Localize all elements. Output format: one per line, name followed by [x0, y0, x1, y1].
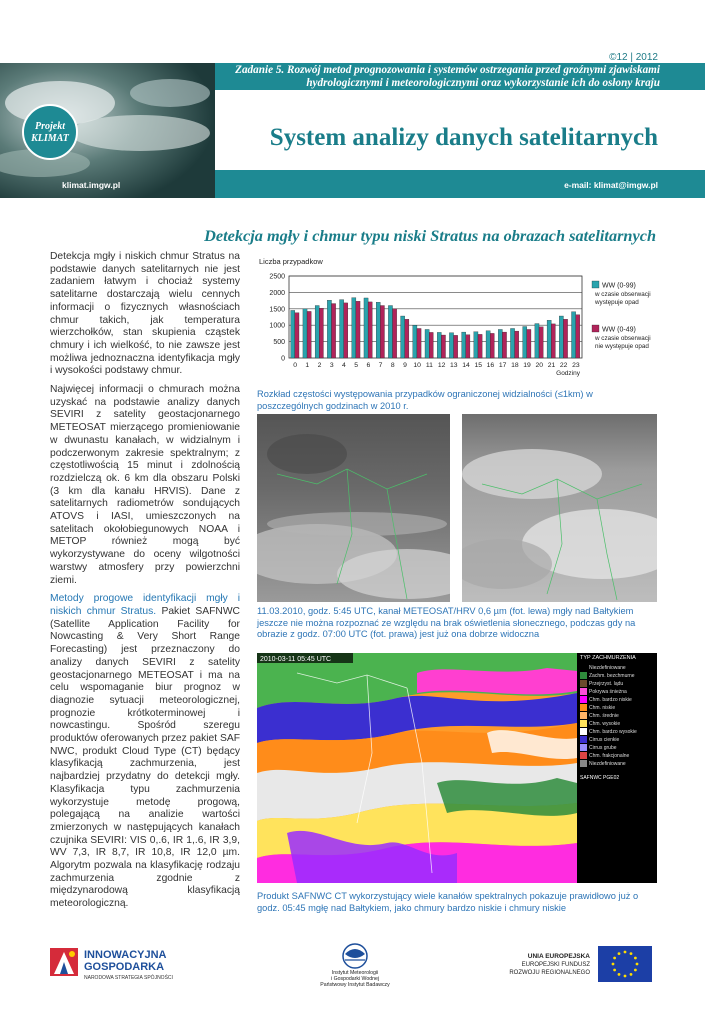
- legend-row: [580, 680, 654, 687]
- eu-star-icon: [630, 973, 633, 976]
- legend-label: Niezdefiniowane: [589, 664, 626, 671]
- chart-bar: [462, 332, 466, 358]
- chart-bar: [490, 333, 494, 358]
- legend-swatch: [580, 736, 587, 743]
- chart-xtick-label: 3: [329, 362, 334, 369]
- chart-xtick-label: 13: [450, 362, 458, 369]
- legend-row: [580, 664, 654, 671]
- chart-bar: [327, 300, 331, 358]
- chart-bar: [474, 332, 478, 358]
- chart-bar: [388, 306, 392, 358]
- section-title: Detekcja mgły i chmur typu niski Stratus na obrazach satelitarnych: [204, 226, 656, 245]
- ct-caption: Produkt SAFNWC CT wykorzystujący wiele kanałów spektralnych pokazuje prawidłowo już o godz. 05:45 mgłę nad Bałtykiem, jako chmury bardzo niskie i chmury niskie: [257, 891, 639, 913]
- chart-bar: [515, 331, 519, 358]
- chart-legend-swatch: [592, 281, 599, 288]
- chart-bar: [393, 309, 397, 358]
- cloud-type-legend: [577, 653, 657, 883]
- eu-star-icon: [634, 969, 637, 972]
- legend-row: [580, 752, 654, 759]
- chart-bar: [319, 308, 323, 358]
- imgw-line2: i Gospodarki Wodnej: [330, 976, 380, 982]
- chart-bar: [478, 334, 482, 358]
- legend-swatch: [580, 752, 587, 759]
- issue-number: ©12 | 2012: [609, 52, 658, 63]
- legend-row: [580, 688, 654, 695]
- task-title-line1: Zadanie 5. Rozwój metod prognozowania i systemów ostrzegania przed groźnymi zjawiskami: [235, 64, 660, 76]
- projekt-klimat-badge: [22, 104, 78, 160]
- legend-row: [580, 704, 654, 711]
- chart-xtick-label: 8: [390, 362, 395, 369]
- chart-bar: [315, 306, 319, 358]
- hrv-caption: 11.03.2010, godz. 5:45 UTC, kanał METEOSAT/HRV 0,6 µm (fot. lewa) mgły nad Bałtykiem jeszcze nie można rozpoznać ze względu na brak oświetlenia słonecznego, podczas gdy na obrazie z godz. 07:00 UTC (fot. prawa) jest już ona dobrze widoczna: [257, 606, 636, 639]
- paragraph-3-text: Pakiet SAFNWC (Satellite Application Facility for Nowcasting & Very Short Range Forecasting) jest przeznaczony do analizy danych SEVIRI z satelity geostacjonarnego METEOSAT i ma na celu wspomaganie biur prognoz w diagnozie sytuacji meteorologicznej, prognozie krótkoterminowej i nowcastingu. Spośród szeregu produktów oferowanych przez pakiet SAF NWC, produkt Cloud Type (CT) będący klasyfikacją zachmurzenia, jest najbardziej przydatny do detekcji mgły. Klasyfikacja typu zachmurzenia wykorzystuje metodę progową, polegającą na analizie wartości zmierzonych w następujących kanałach czujnika SEVIRI: VIS 0,.6, IR 1,.6, IR 3,9, WV 7,3, IR 8,7, IR 10,8, IR 12,0 µm. Algorytm pozwala na klasyfikację rodzaju zachmurzenia zgodnie z międzynarodową klasyfikacją meteorologiczną.: [50, 605, 241, 910]
- chart-xtick-label: 6: [366, 362, 371, 369]
- chart-bar: [356, 301, 360, 358]
- legend-label: Przejrzyst. lądu: [589, 680, 624, 687]
- chart-bar: [368, 302, 372, 358]
- legend-swatch: [580, 696, 587, 703]
- chart-bar: [535, 324, 539, 358]
- task-title: [212, 64, 660, 90]
- chart-bar: [437, 332, 441, 358]
- chart-ytick-label: 2000: [269, 289, 285, 297]
- legend-label: Chm. bardzo wysokie: [589, 728, 637, 735]
- chart-xtick-label: 4: [342, 362, 346, 369]
- eu-star-icon: [618, 952, 621, 955]
- eu-line3: ROZWOJU REGIONALNEGO: [509, 970, 590, 976]
- legend-swatch: [580, 728, 587, 735]
- legend-label: Zachm. bezchmurne: [589, 672, 635, 679]
- ct-timestamp: 2010-03-11 05:45 UTC: [260, 656, 332, 663]
- hrv-image-0700: [462, 414, 657, 602]
- chart-bar: [449, 333, 453, 358]
- chart-bar: [307, 311, 311, 358]
- legend-label: Niezdefiniowane: [589, 760, 626, 767]
- chart-bar: [295, 313, 299, 358]
- chart-xaxis-label: Godziny: [556, 370, 580, 377]
- chart-bar: [417, 328, 421, 358]
- chart-bar: [340, 300, 344, 358]
- chart-bar: [576, 315, 580, 358]
- legend-label: Pokrywa śnieżna: [589, 688, 627, 695]
- eu-star-icon: [613, 957, 616, 960]
- chart-xtick-label: 1: [305, 362, 310, 369]
- chart-xtick-label: 10: [413, 362, 421, 369]
- chart-bar: [429, 332, 433, 358]
- legend-row: [580, 736, 654, 743]
- chart-caption: Rozkład częstości występowania przypadków ograniczonej widzialności (≤1km) w poszczególnych godzinach w 2010 r.: [257, 389, 593, 411]
- chart-xtick-label: 21: [547, 362, 556, 369]
- chart-xtick-label: 2: [317, 362, 322, 369]
- chart-legend-sub1: w czasie obserwacji: [595, 291, 651, 298]
- chart-bar: [523, 327, 527, 358]
- chart-xtick-label: 16: [486, 362, 495, 369]
- eu-star-icon: [630, 952, 633, 955]
- email-link[interactable]: e-mail: klimat@imgw.pl: [564, 180, 658, 190]
- chart-bar: [498, 329, 502, 358]
- eu-line1: UNIA EUROPEJSKA: [527, 953, 590, 960]
- paragraph-2: Najwięcej informacji o chmurach można uzyskać na podstawie analizy danych SEVIRI z satelity geostacjonarnego METEOSAT mierzącego promieniowanie w dwunastu kanałach, w widzialnym i podczerwonym zakresie spektralnym; z częstotliwością 15 minut i zdolnością rozdzielczą ok. 6 km dla obszaru Polski (3 km dla kanału HRVIS). Dane z satelitarnych radiometrów sondujących ATOVS i IASI, umieszczonych na satelitach okołobiegunowych NOAA i METOP również mogą być wykorzystywane do oceny wilgotności warstwy atmosfery przy powierzchni ziemi.: [50, 384, 240, 586]
- chart-xtick-label: 12: [437, 362, 446, 369]
- chart-xtick-label: 19: [523, 362, 531, 369]
- chart-ytick-label: 0: [281, 355, 285, 363]
- ig-line1: INNOWACYJNA: [84, 949, 167, 961]
- visibility-chart: [257, 256, 657, 384]
- chart-xtick-label: 22: [559, 362, 568, 369]
- chart-bar: [466, 335, 470, 358]
- legend-swatch: [580, 704, 587, 711]
- chart-bar: [502, 332, 506, 358]
- hrv-image-0545: [257, 414, 450, 602]
- legend-label: Chm. bardzo niskie: [589, 696, 632, 703]
- eu-logo: [480, 944, 656, 984]
- chart-bar: [331, 304, 335, 358]
- legend-label: Chm. średnie: [589, 712, 619, 719]
- system-title: System analizy danych satelitarnych: [269, 124, 658, 151]
- paragraph-3: [50, 593, 240, 911]
- chart-legend-label: WW (0-99): [602, 282, 636, 290]
- chart-legend-sub2: nie występuje opad: [595, 343, 649, 350]
- chart-legend-sub2: występuje opad: [595, 299, 639, 306]
- legend-rows: [580, 664, 654, 767]
- legend-title: TYP ZACHMURZENIA: [580, 655, 636, 661]
- chart-bar: [425, 329, 429, 358]
- chart-xtick-label: 7: [378, 362, 383, 369]
- chart-xtick-label: 5: [354, 362, 359, 369]
- cloud-type-map: [257, 653, 577, 883]
- chart-ytick-label: 1500: [269, 306, 285, 314]
- chart-bar: [551, 324, 555, 358]
- chart-bar: [344, 303, 348, 358]
- legend-label: Chm. frakcjonalne: [589, 752, 630, 759]
- imgw-line3: Państwowy Instytut Badawczy: [320, 982, 390, 988]
- eu-star-icon: [624, 975, 627, 978]
- chart-ytick-label: 1000: [269, 322, 285, 330]
- legend-row: [580, 720, 654, 727]
- ig-line2: GOSPODARKA: [84, 961, 165, 973]
- chart-xtick-label: 9: [403, 362, 407, 369]
- chart-title: Liczba przypadkow: [259, 257, 323, 266]
- legend-row: [580, 728, 654, 735]
- legend-swatch: [580, 680, 587, 687]
- chart-ytick-label: 2500: [269, 273, 285, 281]
- legend-label: Chm. wysokie: [589, 720, 621, 727]
- chart-xtick-label: 11: [425, 362, 433, 369]
- eu-star-icon: [634, 957, 637, 960]
- chart-bar: [352, 298, 356, 358]
- legend-row: [580, 696, 654, 703]
- imgw-line1: Instytut Meteorologii: [331, 970, 379, 976]
- imgw-logo: [305, 942, 405, 992]
- legend-row: [580, 672, 654, 679]
- task-title-line2: hydrologicznymi i meteorologicznymi oraz wykorzystanie ich do osłony kraju: [306, 77, 660, 89]
- badge-line2: KLIMAT: [31, 133, 69, 144]
- chart-bar: [527, 329, 531, 358]
- chart-xtick-label: 14: [462, 362, 470, 369]
- chart-bar: [401, 316, 405, 358]
- chart-legend-sub1: w czasie obserwacji: [595, 335, 651, 342]
- legend-swatch: [580, 664, 587, 671]
- chart-legend-swatch: [592, 325, 599, 332]
- eu-star-icon: [636, 963, 639, 966]
- chart-bar: [454, 335, 458, 358]
- ig-line3: NARODOWA STRATEGIA SPÓJNOŚCI: [84, 975, 173, 981]
- site-link[interactable]: klimat.imgw.pl: [62, 180, 121, 190]
- legend-label: Cirrus cienkie: [589, 736, 620, 743]
- badge-line1: Projekt: [35, 121, 65, 132]
- chart-bar: [563, 319, 567, 358]
- eu-line2: EUROPEJSKI FUNDUSZ: [521, 962, 590, 968]
- chart-bar: [510, 328, 514, 358]
- chart-bar: [405, 319, 409, 358]
- legend-swatch: [580, 712, 587, 719]
- legend-swatch: [580, 672, 587, 679]
- chart-bar: [441, 335, 445, 358]
- legend-swatch: [580, 688, 587, 695]
- legend-footer: SAFNWC PGE02: [580, 775, 620, 781]
- legend-label: Cirrus grube: [589, 744, 617, 751]
- chart-xtick-label: 15: [474, 362, 483, 369]
- chart-bar: [559, 316, 563, 358]
- chart-bar: [380, 306, 384, 358]
- legend-row: [580, 744, 654, 751]
- chart-legend-label: WW (0-49): [602, 326, 636, 334]
- article-body: [50, 251, 240, 917]
- legend-row: [580, 712, 654, 719]
- chart-xtick-label: 0: [293, 362, 297, 369]
- legend-swatch: [580, 720, 587, 727]
- legend-swatch: [580, 760, 587, 767]
- paragraph-1: Detekcja mgły i niskich chmur Stratus na podstawie danych satelitarnych nie jest zadaniem łatwym i chociaż systemy satelitarne dostarczają wielu cennych informacji o fizycznych własnościach chmur takich, jak temperatura wierzchołków, stan skupienia cząstek chmury i ich wielkość, to nie zawsze jest możliwa jednoznaczna identyfikacja mgły i wysokości podstawy chmur.: [50, 251, 240, 377]
- chart-bar: [364, 298, 368, 358]
- chart-xtick-label: 18: [511, 362, 519, 369]
- legend-row: [580, 760, 654, 767]
- chart-ytick-label: 500: [273, 339, 285, 347]
- chart-xtick-label: 23: [572, 362, 580, 369]
- chart-bar: [413, 325, 417, 358]
- chart-bar: [291, 310, 295, 358]
- chart-bar: [572, 312, 576, 358]
- paragraph-3-lead: Metody progowe identyfikacji mgły i niskich chmur Stratus.: [50, 593, 240, 617]
- chart-bar: [303, 309, 307, 358]
- chart-bar: [547, 320, 551, 358]
- legend-label: Chm. niskie: [589, 704, 616, 711]
- chart-bar: [486, 331, 490, 358]
- chart-bar: [539, 327, 543, 358]
- chart-xtick-label: 20: [535, 362, 544, 369]
- eu-star-icon: [613, 969, 616, 972]
- legend-swatch: [580, 744, 587, 751]
- chart-xtick-label: 17: [498, 362, 507, 369]
- eu-star-icon: [624, 951, 627, 954]
- eu-star-icon: [612, 963, 615, 966]
- eu-star-icon: [618, 973, 621, 976]
- chart-bar: [376, 302, 380, 358]
- innowacyjna-gospodarka-logo: [50, 944, 200, 984]
